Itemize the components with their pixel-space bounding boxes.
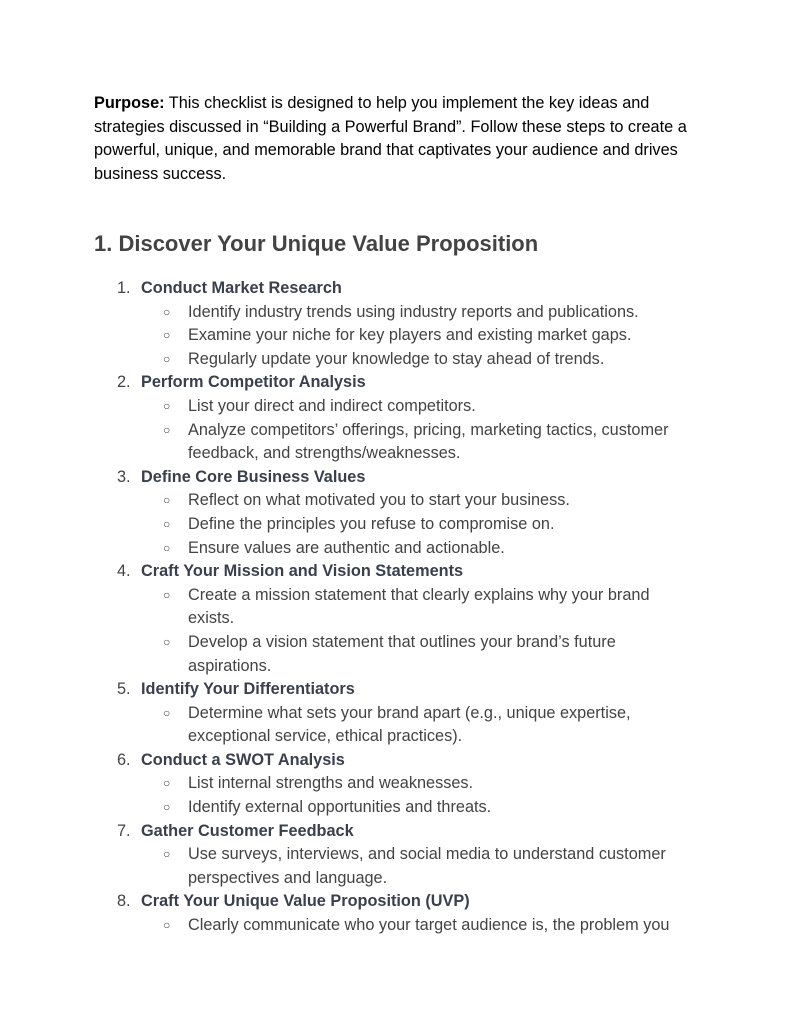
hollow-circle-bullet-icon: ○ (163, 493, 171, 508)
step-subitems (0, 843, 800, 890)
checklist-step (0, 820, 800, 891)
step-subitems (0, 772, 800, 819)
step-title: Gather Customer Feedback (141, 821, 354, 840)
step-subitems (0, 702, 800, 749)
hollow-circle-bullet-icon: ○ (163, 516, 171, 531)
subitem-text: Ensure values are authentic and actionable. (188, 538, 505, 557)
step-number: 6. (117, 750, 131, 769)
step-header (0, 371, 800, 395)
step-title: Define Core Business Values (141, 467, 366, 486)
subitem-text: List internal strengths and weaknesses. (188, 774, 474, 793)
step-header (0, 466, 800, 490)
purpose-paragraph (94, 92, 719, 186)
subitem-text: Define the principles you refuse to compromise on. (188, 514, 555, 533)
step-title: Conduct a SWOT Analysis (141, 750, 345, 769)
step-title: Craft Your Unique Value Proposition (UVP) (141, 892, 470, 911)
checklist-step (0, 560, 800, 678)
step-subitems (0, 914, 800, 938)
hollow-circle-bullet-icon: ○ (163, 540, 171, 555)
subitem-text: Identify external opportunities and threats. (188, 798, 492, 817)
subitem-text: Create a mission statement that clearly explains why your brand exists. (188, 585, 650, 628)
subitem (0, 513, 693, 537)
checklist-step (0, 466, 800, 560)
step-subitems (0, 301, 800, 372)
step-number: 1. (117, 279, 131, 297)
subitem (0, 395, 693, 419)
subitem (0, 772, 693, 796)
subitem-text: Identify industry trends using industry reports and publications. (188, 302, 639, 321)
subitem (0, 348, 693, 372)
step-title: Craft Your Mission and Vision Statements (141, 562, 464, 581)
subitem-text: Develop a vision statement that outlines your brand’s future aspirations. (188, 632, 616, 675)
subitem (0, 914, 693, 938)
step-title: Conduct Market Research (141, 279, 342, 297)
subitem (0, 702, 693, 749)
subitem-text: Reflect on what motivated you to start your business. (188, 491, 570, 510)
step-subitems (0, 584, 800, 678)
checklist-steps (0, 277, 800, 938)
step-number: 7. (117, 821, 131, 840)
subitem (0, 301, 693, 325)
step-number: 3. (117, 467, 131, 486)
subitem-text: Use surveys, interviews, and social media to understand customer perspectives and language. (188, 845, 666, 887)
step-number: 4. (117, 562, 131, 581)
step-number: 8. (117, 892, 131, 911)
step-number: 5. (117, 680, 131, 699)
subitem (0, 324, 693, 348)
step-title: Identify Your Differentiators (141, 680, 355, 699)
hollow-circle-bullet-icon: ○ (163, 398, 171, 413)
hollow-circle-bullet-icon: ○ (163, 847, 171, 862)
hollow-circle-bullet-icon: ○ (163, 422, 171, 437)
section-heading: 1. Discover Your Unique Value Proposition (94, 231, 539, 256)
checklist-step (0, 890, 800, 937)
step-number: 2. (117, 373, 131, 392)
subitem (0, 796, 693, 820)
subitem (0, 584, 693, 631)
hollow-circle-bullet-icon: ○ (163, 918, 171, 933)
step-header (0, 277, 800, 301)
subitem-text: Regularly update your knowledge to stay ahead of trends. (188, 349, 605, 368)
step-title: Perform Competitor Analysis (141, 373, 366, 392)
step-header (0, 749, 800, 773)
subitem (0, 489, 693, 513)
hollow-circle-bullet-icon: ○ (163, 776, 171, 791)
hollow-circle-bullet-icon: ○ (163, 587, 171, 602)
step-header (0, 890, 800, 914)
subitem-text: Determine what sets your brand apart (e.g., unique expertise, exceptional service, ethical practices). (188, 703, 631, 746)
checklist-step (0, 678, 800, 749)
checklist-step (0, 371, 800, 465)
step-header (0, 560, 800, 584)
purpose-label: Purpose: (94, 94, 165, 112)
subitem (0, 537, 693, 561)
hollow-circle-bullet-icon: ○ (163, 304, 171, 319)
hollow-circle-bullet-icon: ○ (163, 351, 171, 366)
checklist-step (0, 277, 800, 371)
purpose-text: This checklist is designed to help you implement the key ideas and strategies discussed in “Building a Powerful Brand”. Follow these steps to create a powerful, unique, and memorable brand that captivates your audience and drives business success. (94, 94, 687, 183)
subitem-text: Clearly communicate who your target audience is, the problem you (188, 916, 670, 935)
subitem-text: Examine your niche for key players and existing market gaps. (188, 326, 632, 345)
step-subitems (0, 395, 800, 466)
subitem-text: List your direct and indirect competitors. (188, 396, 476, 415)
subitem (0, 631, 693, 678)
hollow-circle-bullet-icon: ○ (163, 800, 171, 815)
subitem-text: Analyze competitors’ offerings, pricing, marketing tactics, customer feedback, and strengths/weaknesses. (188, 420, 669, 463)
subitem (0, 843, 693, 890)
hollow-circle-bullet-icon: ○ (163, 634, 171, 649)
checklist-step (0, 749, 800, 820)
step-subitems (0, 489, 800, 560)
step-header (0, 820, 800, 844)
step-header (0, 678, 800, 702)
hollow-circle-bullet-icon: ○ (163, 705, 171, 720)
subitem (0, 419, 693, 466)
hollow-circle-bullet-icon: ○ (163, 328, 171, 343)
